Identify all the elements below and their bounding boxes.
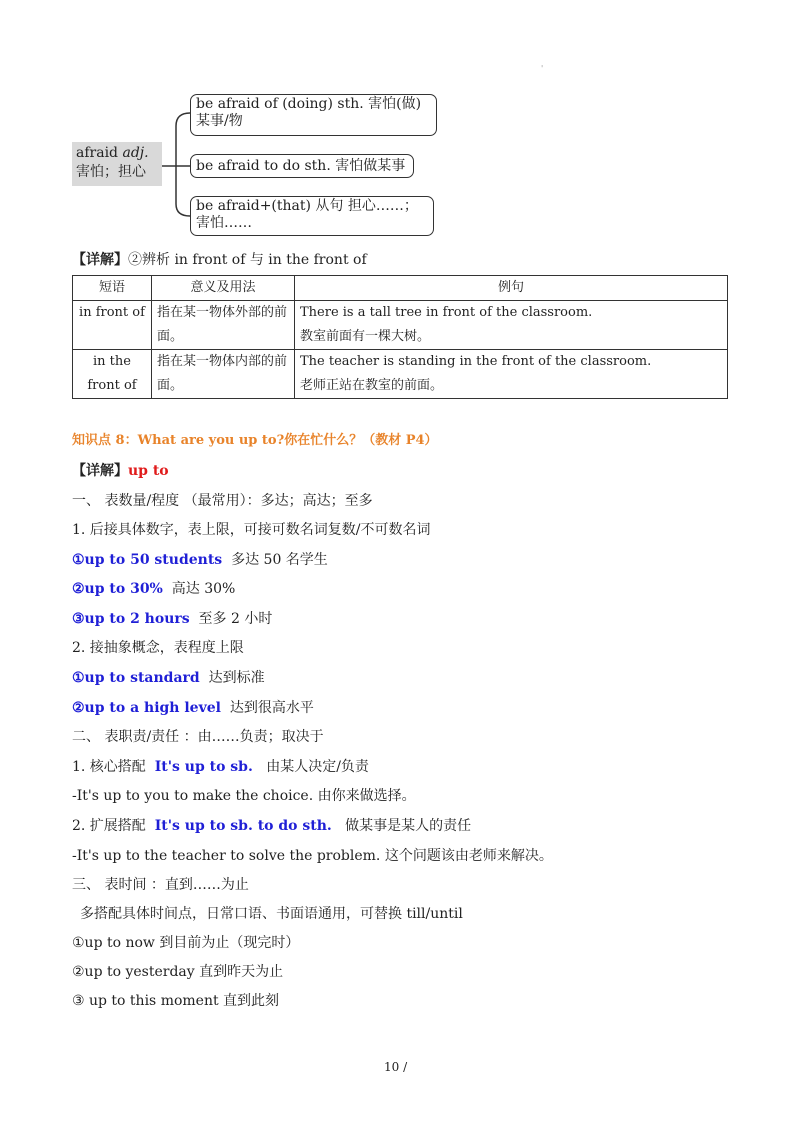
cell-example bbox=[295, 350, 728, 399]
section1-sub1: 1. 后接具体数字，表上限，可接可数名词复数/不可数名词 bbox=[72, 522, 431, 538]
root-pos: adj. bbox=[122, 145, 149, 161]
section2-sub2 bbox=[72, 817, 471, 835]
diagram-root-node bbox=[72, 142, 162, 186]
section3-example: ②up to yesterday 直到昨天为止 bbox=[72, 964, 284, 980]
cell-phrase: in the front of bbox=[73, 350, 152, 399]
example-meaning: 至多 2 小时 bbox=[198, 611, 273, 627]
cell-example bbox=[295, 301, 728, 350]
sub-phrase: It's up to sb. to do sth. bbox=[154, 818, 332, 834]
example-zh: 老师正站在教室的前面。 bbox=[300, 378, 444, 393]
section1-example bbox=[72, 551, 328, 569]
detail-text: ②辨析 in front of 与 in the front of bbox=[128, 252, 367, 268]
example-phrase: ③up to 2 hours bbox=[72, 611, 190, 627]
section1-title: 一、 表数量/程度 （最常用）：多达；高达；至多 bbox=[72, 493, 373, 509]
example-meaning: 达到标准 bbox=[208, 670, 265, 686]
section3-example: ①up to now 到目前为止（现完时） bbox=[72, 935, 300, 951]
table-row bbox=[73, 301, 728, 350]
root-word: afraid bbox=[76, 145, 119, 161]
page-number: 10 / bbox=[384, 1060, 408, 1074]
cell-meaning: 指在某一物体内部的前面。 bbox=[152, 350, 295, 399]
example-meaning: 达到很高水平 bbox=[229, 700, 314, 716]
header-meaning: 意义及用法 bbox=[152, 276, 295, 301]
header-phrase: 短语 bbox=[73, 276, 152, 301]
example-en: There is a tall tree in front of the classroom. bbox=[300, 305, 593, 320]
diagram-branch-3: be afraid+(that) 从句 担心……；害怕…… bbox=[190, 196, 434, 236]
root-meaning: 害怕；担心 bbox=[76, 164, 146, 180]
section3-example: ③ up to this moment 直到此刻 bbox=[72, 993, 280, 1009]
example-meaning: 多达 50 名学生 bbox=[231, 552, 328, 568]
knowledge-point-title: 知识点 8：What are you up to?你在忙什么？（教材 P4） bbox=[72, 433, 438, 448]
diagram-branch-1: be afraid of (doing) sth. 害怕(做)某事/物 bbox=[190, 94, 437, 136]
example-meaning: 高达 30% bbox=[171, 581, 236, 597]
example-en: The teacher is standing in the front of the classroom. bbox=[300, 354, 652, 369]
sub-meaning: 做某事是某人的责任 bbox=[345, 818, 472, 834]
header-example: 例句 bbox=[295, 276, 728, 301]
detail-label: 【详解】 bbox=[72, 463, 128, 479]
sub-prefix: 1. 核心搭配 bbox=[72, 759, 146, 775]
section3-title: 三、 表时间 ：直到……为止 bbox=[72, 877, 249, 893]
section2-example1: -It's up to you to make the choice. 由你来做选择。 bbox=[72, 788, 416, 804]
example-phrase: ②up to a high level bbox=[72, 700, 221, 716]
section1-sub2: 2. 接抽象概念，表程度上限 bbox=[72, 640, 244, 656]
sub-prefix: 2. 扩展搭配 bbox=[72, 818, 146, 834]
stray-mark: ' bbox=[541, 64, 544, 73]
section1-example bbox=[72, 669, 265, 687]
section2-title: 二、 表职责/责任 ：由……负责；取决于 bbox=[72, 729, 324, 745]
sub-phrase: It's up to sb. bbox=[154, 759, 253, 775]
example-phrase: ①up to standard bbox=[72, 670, 200, 686]
table-header-row bbox=[73, 276, 728, 301]
table-row bbox=[73, 350, 728, 399]
section3-note: 多搭配具体时间点，日常口语、书面语通用，可替换 till/until bbox=[80, 906, 463, 922]
example-phrase: ①up to 50 students bbox=[72, 552, 223, 568]
diagram-branch-2: be afraid to do sth. 害怕做某事 bbox=[190, 154, 414, 178]
example-phrase: ②up to 30% bbox=[72, 581, 163, 597]
section1-example bbox=[72, 610, 272, 628]
comparison-table bbox=[72, 275, 728, 399]
cell-phrase: in front of bbox=[73, 301, 152, 350]
section1-example bbox=[72, 699, 314, 717]
detail-keyword: up to bbox=[128, 463, 169, 479]
example-zh: 教室前面有一棵大树。 bbox=[300, 329, 431, 344]
section1-example bbox=[72, 580, 235, 598]
sub-meaning: 由某人决定/负责 bbox=[266, 759, 369, 775]
detail-label: 【详解】 bbox=[72, 252, 128, 268]
detail-heading-1 bbox=[72, 251, 367, 269]
detail-heading-2 bbox=[72, 462, 169, 480]
cell-meaning: 指在某一物体外部的前面。 bbox=[152, 301, 295, 350]
section2-example2: -It's up to the teacher to solve the problem. 这个问题该由老师来解决。 bbox=[72, 848, 553, 864]
section2-sub1 bbox=[72, 758, 369, 776]
